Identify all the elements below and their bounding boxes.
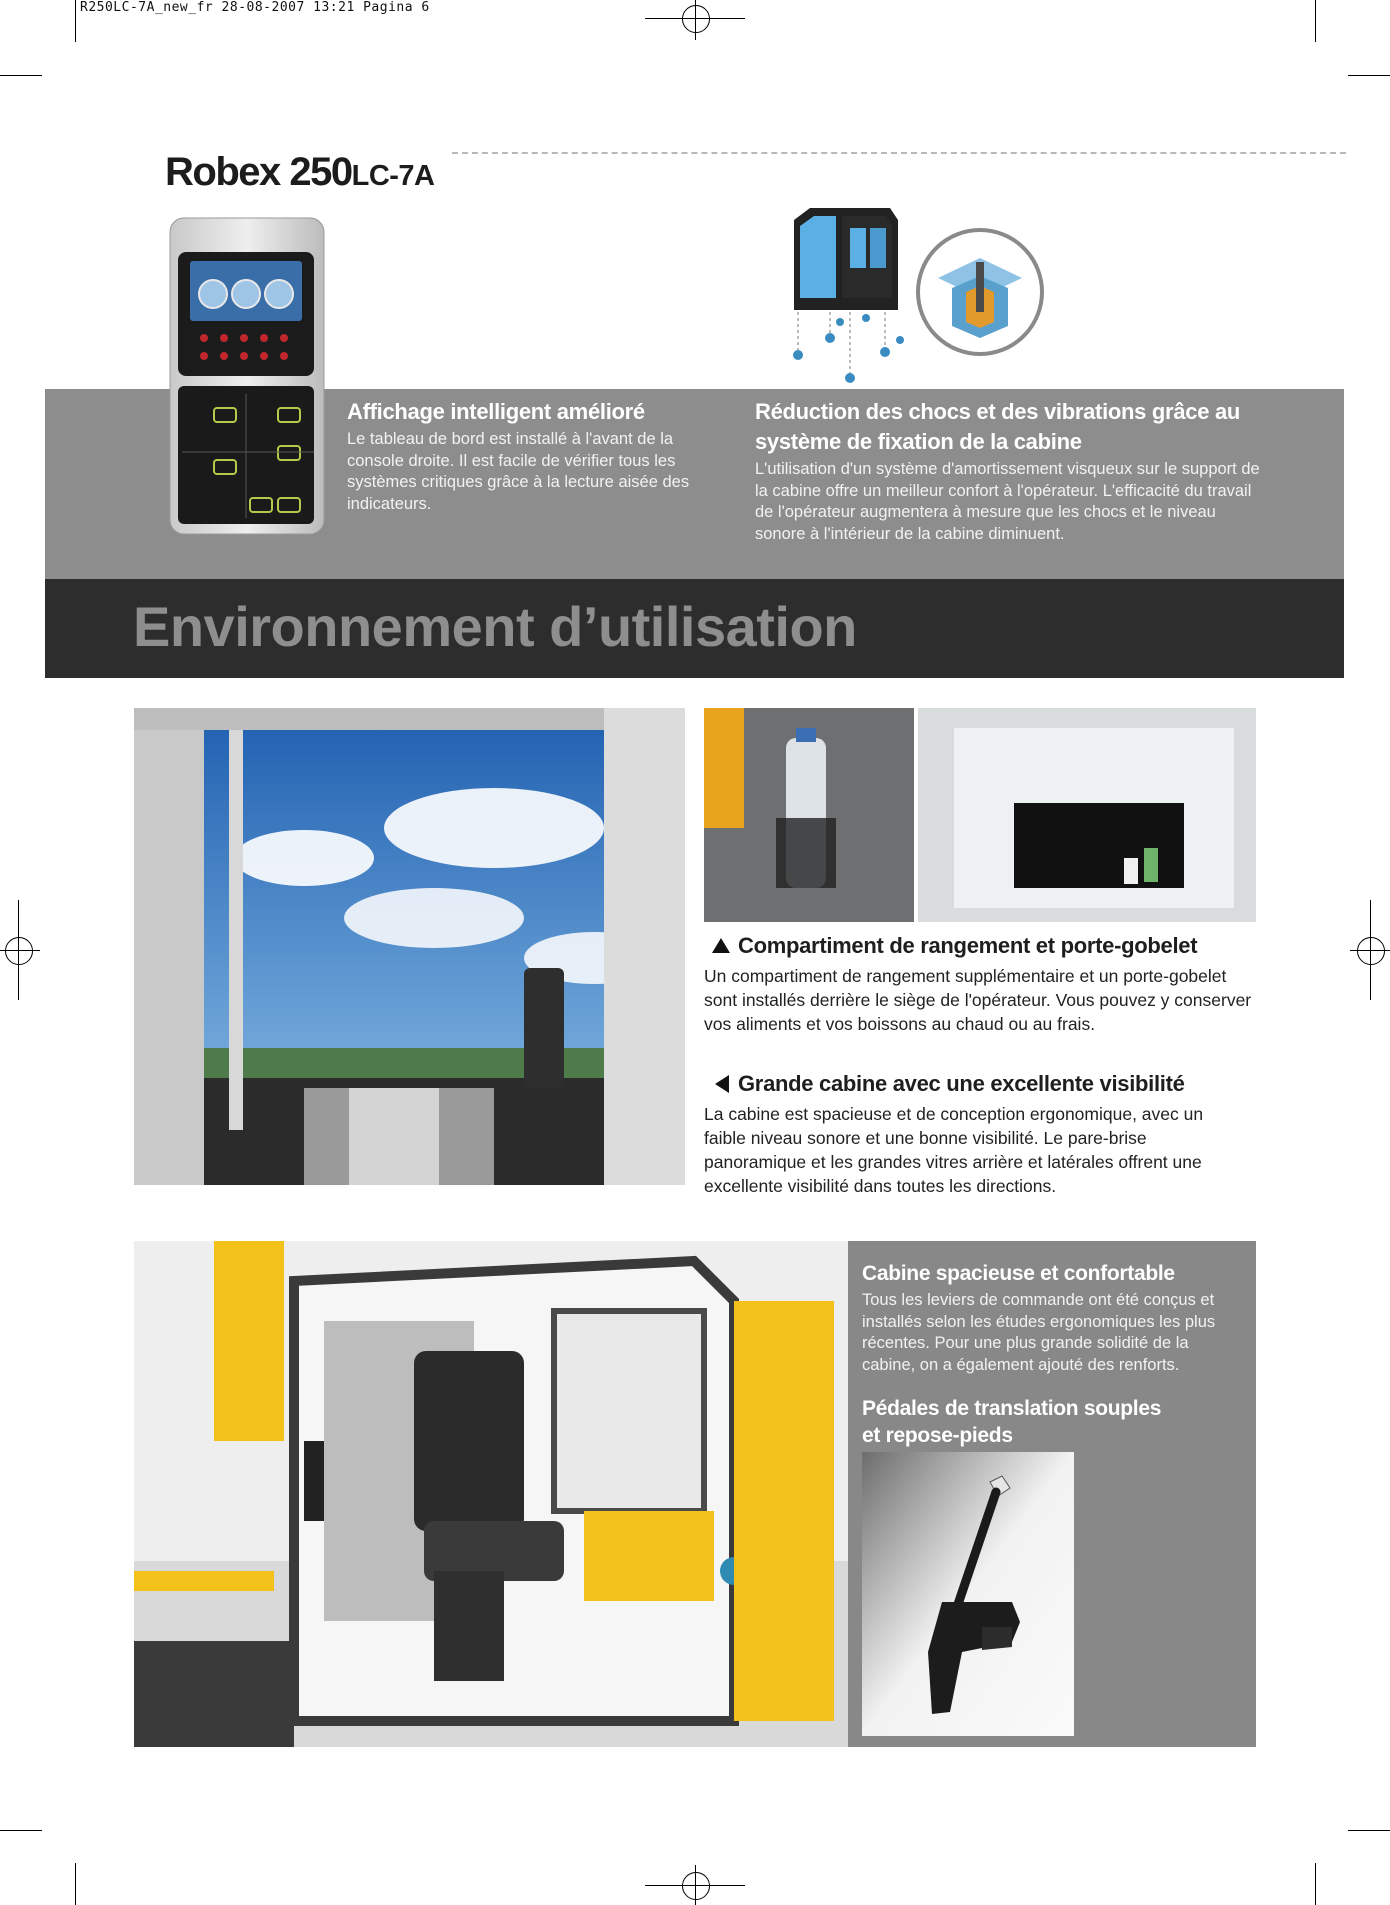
triangle-up-icon: [712, 938, 730, 953]
feature-title: Réduction des chocs et des vibrations grâce au système de fixation de la cabine: [755, 399, 1241, 454]
feature-body: Le tableau de bord est installé à l'avant de la console droite. Il est facile de vérifier tous les systèmes critiques grâce à la lecture aisée des indicateurs.: [347, 430, 690, 513]
brand-suffix: LC-7A: [351, 160, 435, 192]
feature-title-line2: et repose-pieds: [862, 1424, 1013, 1447]
excavator-cabin-photo: [134, 1241, 848, 1747]
brand-title: [165, 150, 435, 195]
instrument-panel-image: [168, 216, 326, 536]
storage-cupholder-photo: [704, 708, 1256, 922]
feature-storage: [704, 932, 1264, 1036]
feature-body: L'utilisation d'un système d'amortissement visqueux sur le support de la cabine offre un meilleur confort à l'opérateur. L'efficacité du travail de l'opérateur augmentera à mesure que les chocs et le niveau sonore à l'intérieur de la cabine diminuent.: [755, 460, 1260, 543]
section-title: Environnement d’utilisation: [133, 595, 857, 658]
crop-mark: [1315, 1863, 1316, 1905]
crop-mark: [1315, 0, 1316, 42]
registration-mark-right: [1350, 900, 1390, 1000]
feature-smart-display: [347, 397, 697, 515]
crop-mark: [0, 1830, 42, 1831]
cabin-mount-illustration: [780, 200, 1060, 385]
feature-title: Compartiment de rangement et porte-gobelet: [738, 933, 1198, 958]
feature-visibility: [704, 1070, 1244, 1198]
header-divider: [452, 152, 1346, 154]
pedal-photo: [862, 1452, 1074, 1736]
print-slug: R250LC-7A_new_fr 28-08-2007 13:21 Pagina 6: [80, 0, 430, 15]
feature-title-line1: Pédales de translation souples: [862, 1397, 1162, 1420]
feature-title: Affichage intelligent amélioré: [347, 399, 645, 424]
crop-mark: [75, 0, 76, 42]
registration-mark-bottom: [645, 1865, 745, 1905]
feature-body: Tous les leviers de commande ont été conçus et installés selon les études ergonomiques les plus récentes. Pour une plus grande solidité de la cabine, on a également ajouté des renforts.: [862, 1291, 1216, 1374]
cab-interior-photo: [134, 708, 685, 1185]
crop-mark: [0, 75, 42, 76]
brand-model: Robex 250: [165, 150, 352, 194]
feature-cabin-mount: [755, 397, 1265, 545]
feature-title: Grande cabine avec une excellente visibilité: [738, 1071, 1185, 1096]
crop-mark: [1348, 75, 1390, 76]
registration-mark-left: [0, 900, 40, 1000]
feature-spacious-cabin: [862, 1260, 1240, 1376]
feature-body: Un compartiment de rangement supplémentaire et un porte-gobelet sont installés derrière le siège de l'opérateur. Vous pouvez y conserver vos aliments et vos boissons au chaud ou au frais.: [704, 966, 1252, 1034]
feature-title: Cabine spacieuse et confortable: [862, 1262, 1175, 1285]
crop-mark: [1348, 1830, 1390, 1831]
feature-body: La cabine est spacieuse et de conception ergonomique, avec un faible niveau sonore et une bonne visibilité. Le pare-brise panoramique et les grandes vitres arrière et latérales offrent une excellente visibilité dans toutes les directions.: [704, 1104, 1204, 1196]
crop-mark: [75, 1863, 76, 1905]
triangle-left-icon: [715, 1075, 729, 1093]
registration-mark-top: [645, 0, 745, 40]
feature-pedals: [862, 1395, 1240, 1449]
